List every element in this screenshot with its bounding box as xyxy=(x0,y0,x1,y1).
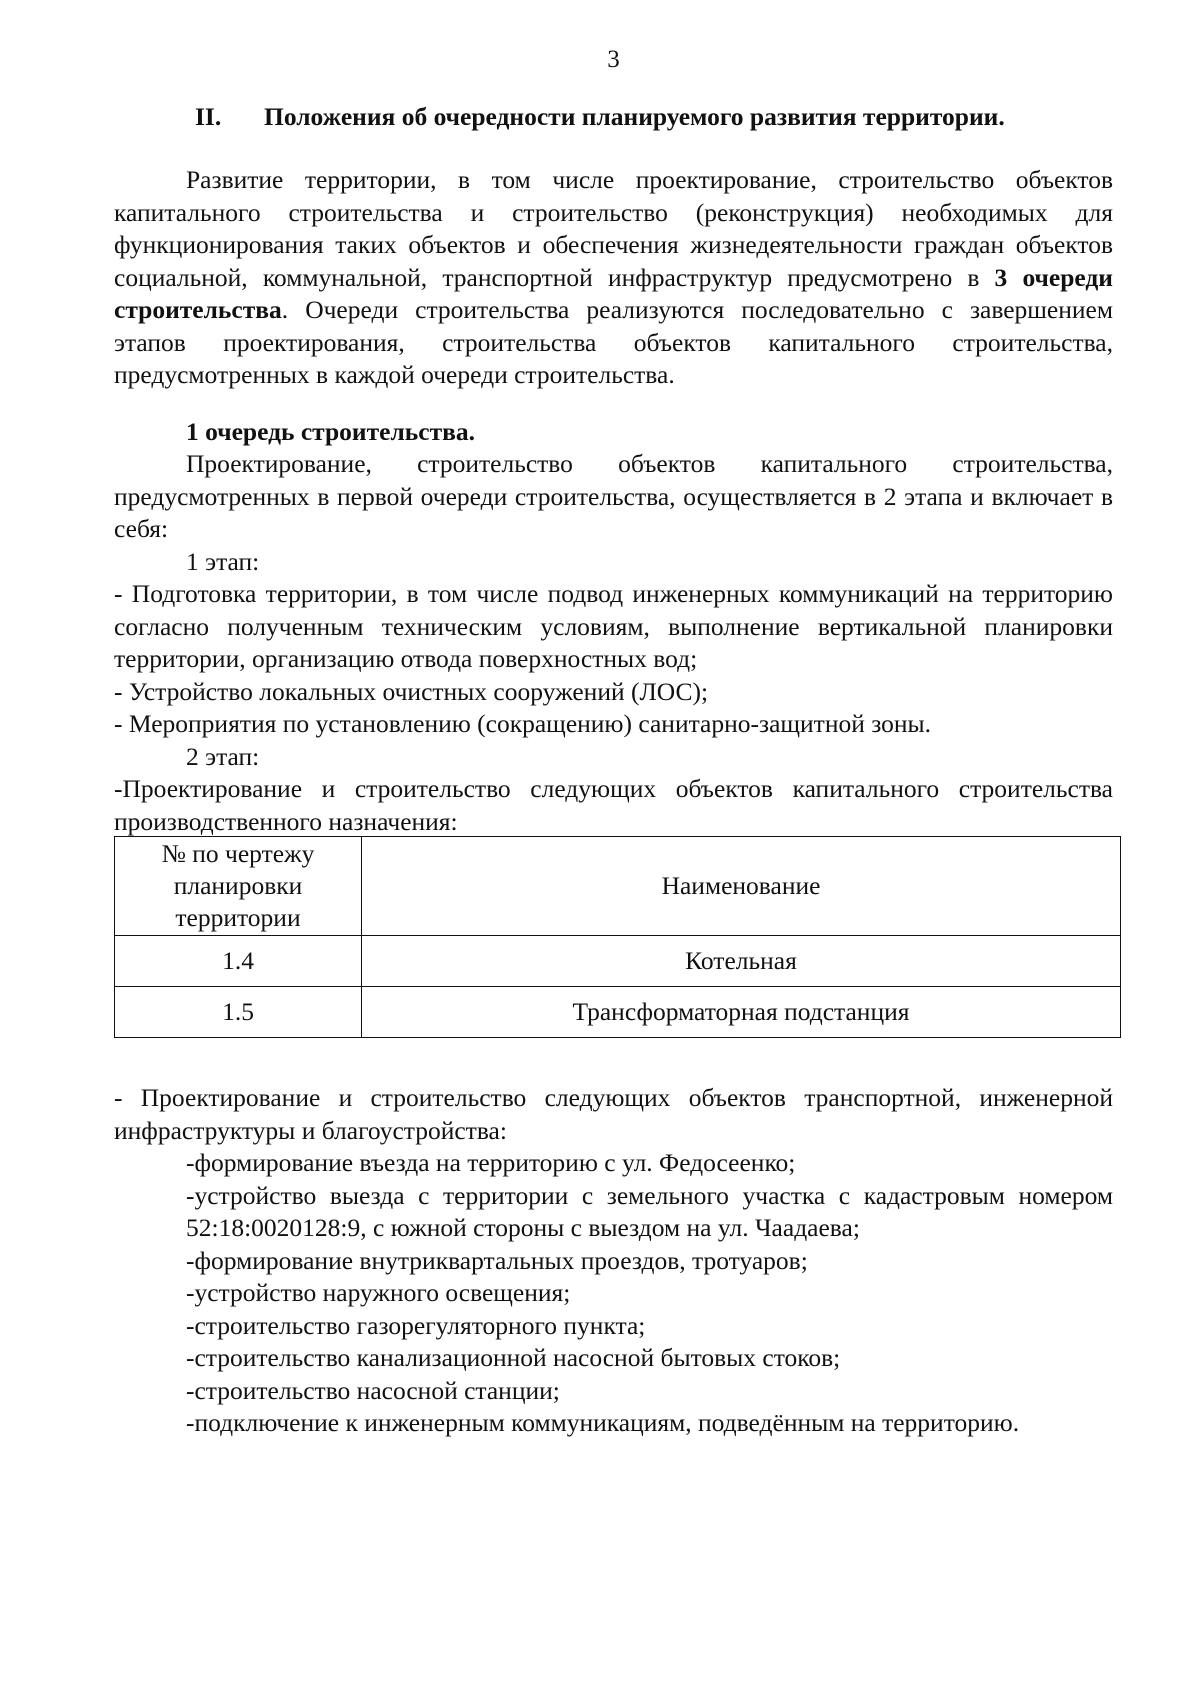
infra-item: -строительство канализационной насосной бытовых стоков; xyxy=(186,1343,841,1372)
document-body xyxy=(114,164,1113,1440)
infra-lead: - Проектирование и строительство следующих объектов транспортной, инженерной инфраструктуры и благоустройства: xyxy=(114,1083,1113,1145)
section-number: II. xyxy=(195,102,222,131)
table-header-number: № по чертежу планировки территории xyxy=(115,837,362,936)
stage2-lead: -Проектирование и строительство следующих объектов капитального строительства производственного назначения: xyxy=(114,774,1113,836)
intro-text-end: . Очереди строительства реализуются последовательно с завершением этапов проектирования, строительства объектов капитального строительства, предусмотренных в каждой очереди строительства. xyxy=(114,295,1113,389)
infra-item: -строительство газорегуляторного пункта; xyxy=(186,1310,646,1340)
table-cell-name: Котельная xyxy=(362,936,1121,987)
table-header-row xyxy=(115,837,1121,936)
table-row xyxy=(115,987,1121,1038)
infra-item: -подключение к инженерным коммуникациям, подведённым на территорию. xyxy=(186,1408,1020,1437)
infra-item: -строительство насосной станции; xyxy=(186,1375,560,1405)
intro-bold-text: 3 очереди строительства xyxy=(114,262,1113,324)
table-cell-number: 1.5 xyxy=(115,987,362,1038)
table-cell-number: 1.4 xyxy=(115,936,362,987)
page-number: 3 xyxy=(607,46,620,73)
intro-paragraph xyxy=(114,164,1113,392)
stage1-item: - Устройство локальных очистных сооружений (ЛОС); xyxy=(114,676,709,706)
infra-item: -формирование въезда на территорию с ул. Федосеенко; xyxy=(186,1148,796,1177)
table-header-name: Наименование xyxy=(362,837,1121,936)
section-title xyxy=(195,101,1005,133)
table-cell-name: Трансформаторная подстанция xyxy=(362,987,1121,1038)
intro-text-start: Развитие территории, в том числе проектирование, строительство объектов капитального строительства и строительство (реконструкция) необходимых для функционирования таких объектов и обеспечения жизнедеятельности граждан объектов социальной, коммунальной, транспортной инфраструктур предусмотрено в xyxy=(114,165,1113,292)
stage1-item: - Подготовка территории, в том числе подвод инженерных коммуникаций на территорию согласно полученным техническим условиям, выполнение вертикальной планировки территории, организацию отвода поверхностных вод; xyxy=(114,579,1113,673)
objects-table xyxy=(114,836,1121,1038)
section-title-text: Положения об очередности планируемого развития территории. xyxy=(264,102,1005,131)
stage1-item: - Мероприятия по установлению (сокращению) санитарно-защитной зоны. xyxy=(114,709,932,738)
queue1-heading-text: 1 очередь строительства. xyxy=(186,416,475,446)
queue1-description: Проектирование, строительство объектов капитального строительства, предусмотренных в первой очереди строительства, осуществляется в 2 этапа и включает в себя: xyxy=(114,449,1113,543)
queue1-heading xyxy=(114,416,1113,449)
table-row xyxy=(115,936,1121,987)
infra-item: -формирование внутриквартальных проездов, тротуаров; xyxy=(186,1245,808,1275)
infra-item: -устройство наружного освещения; xyxy=(186,1278,571,1307)
stage2-label: 2 этап: xyxy=(186,741,260,771)
stage1-label: 1 этап: xyxy=(186,546,260,576)
infra-item: -устройство выезда с территории с земельного участка с кадастровым номером 52:18:0020128:9, с южной стороны с выездом на ул. Чаадаева; xyxy=(186,1180,1113,1242)
